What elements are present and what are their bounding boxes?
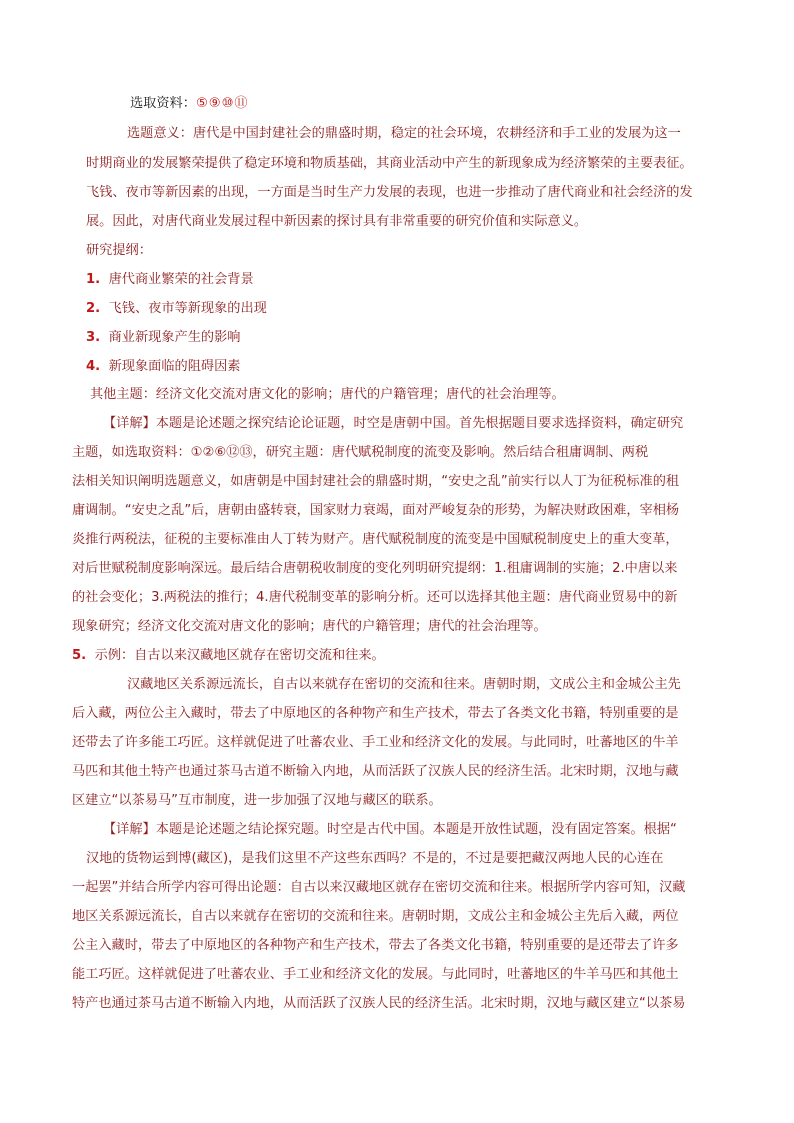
outline-item-number: 2. [86, 301, 101, 316]
outline-item-text: 商业新现象产生的影响 [108, 330, 241, 345]
question-number: 5. [72, 648, 87, 663]
answer-line: 汉藏地区关系源远流长，自古以来就存在密切的交流和往来。唐朝时期，文成公主和金城公主先 [127, 677, 681, 692]
analysis-line: 主题，如选取资料：①②⑥⑫⑬，研究主题：唐代赋税制度的流变及影响。然后结合租庸调制、两税 [72, 445, 649, 460]
outline-item [86, 358, 240, 376]
analysis-line: 【详解】本题是论述题之结论探究题。时空是古代中国。本题是开放性试题，没有固定答案。根据“ [103, 822, 677, 837]
question-5-line [72, 647, 385, 665]
other-topics-line: 其他主题：经济文化交流对唐文化的影响；唐代的户籍管理；唐代的社会治理等。 [90, 387, 565, 402]
outline-item [86, 300, 267, 318]
question-5-example: 示例：自古以来汉藏地区就存在密切交流和往来。 [94, 648, 385, 663]
analysis-line: 汉地的货物运到博(藏区)，是我们这里不产这些东西吗？不是的，不过是要把藏汉两地人民的心连在 [86, 851, 664, 866]
analysis-line: 现象研究；经济文化交流对唐文化的影响；唐代的户籍管理；唐代的社会治理等。 [72, 619, 547, 634]
select-materials-label: 选取资料： [130, 96, 196, 111]
answer-line: 后入藏，两位公主入藏时，带去了中原地区的各种物产和生产技术，带去了各类文化书籍，特别重要的是 [72, 706, 679, 721]
select-materials-line [130, 95, 249, 113]
select-materials-numbers: ⑤⑨⑩⑪ [195, 96, 249, 111]
analysis-line: 对后世赋税制度影响深远。最后结合唐朝税收制度的变化列明研究提纲：1.租庸调制的实施；2.中唐以来 [72, 561, 678, 576]
outline-item [86, 271, 254, 289]
topic-significance-line: 飞钱、夜市等新因素的出现，一方面是当时生产力发展的表现，也进一步推动了唐代商业和社会经济的发 [86, 185, 693, 200]
answer-line: 还带去了许多能工巧匠。这样就促进了吐蕃农业、手工业和经济文化的发展。与此同时，吐蕃地区的牛羊 [72, 735, 679, 750]
analysis-line: 庸调制。“安史之乱”后，唐朝由盛转衰，国家财力衰竭，面对严峻复杂的形势，为解决财政困难，宰相杨 [72, 503, 680, 518]
outline-item-number: 1. [86, 272, 101, 287]
analysis-line: 的社会变化；3.两税法的推行；4.唐代税制变革的影响分析。还可以选择其他主题：唐代商业贸易中的新 [72, 590, 678, 605]
analysis-line: 能工巧匠。这样就促进了吐蕃农业、手工业和经济文化的发展。与此同时，吐蕃地区的牛羊马匹和其他土 [72, 967, 679, 982]
analysis-line: 一起罢”并结合所学内容可得出论题：自古以来汉藏地区就存在密切交流和往来。根据所学内容可知，汉藏 [72, 880, 686, 895]
topic-significance-line: 展。因此，对唐代商业发展过程中新因素的探讨具有非常重要的研究价值和实际意义。 [86, 214, 588, 229]
outline-item [86, 329, 240, 347]
analysis-line: 法相关知识阐明选题意义，如唐朝是中国封建社会的鼎盛时期，“安史之乱”前实行以人丁为征税标准的租 [72, 474, 680, 489]
analysis-line: 特产也通过茶马古道不断输入内地，从而活跃了汉族人民的经济生活。北宋时期，汉地与藏区建立“以茶易 [72, 996, 686, 1011]
topic-significance-line: 选题意义：唐代是中国封建社会的鼎盛时期，稳定的社会环境，农耕经济和手工业的发展为这一 [127, 126, 681, 141]
analysis-line: 地区关系源远流长，自古以来就存在密切的交流和往来。唐朝时期，文成公主和金城公主先后入藏，两位 [72, 909, 679, 924]
outline-item-number: 4. [86, 359, 101, 374]
outline-heading: 研究提纲： [86, 243, 152, 258]
topic-significance-line: 时期商业的发展繁荣提供了稳定环境和物质基础，其商业活动中产生的新现象成为经济繁荣的主要表征。 [86, 156, 693, 171]
outline-item-number: 3. [86, 330, 101, 345]
outline-item-text: 飞钱、夜市等新现象的出现 [108, 301, 267, 316]
analysis-line: 【详解】本题是论述题之探究结论论证题，时空是唐朝中国。首先根据题目要求选择资料，确定研究 [103, 416, 684, 431]
analysis-line: 公主入藏时，带去了中原地区的各种物产和生产技术，带去了各类文化书籍，特别重要的是还带去了许多 [72, 938, 679, 953]
outline-item-text: 唐代商业繁荣的社会背景 [108, 272, 254, 287]
answer-line: 区建立“以茶易马”互市制度，进一步加强了汉地与藏区的联系。 [72, 793, 442, 808]
outline-item-text: 新现象面临的阻碍因素 [108, 359, 241, 374]
answer-line: 马匹和其他土特产也通过茶马古道不断输入内地，从而活跃了汉族人民的经济生活。北宋时期，汉地与藏 [72, 764, 679, 779]
analysis-line: 炎推行两税法，征税的主要标准由人丁转为财产。唐代赋税制度的流变是中国赋税制度史上的重大变革， [72, 532, 679, 547]
